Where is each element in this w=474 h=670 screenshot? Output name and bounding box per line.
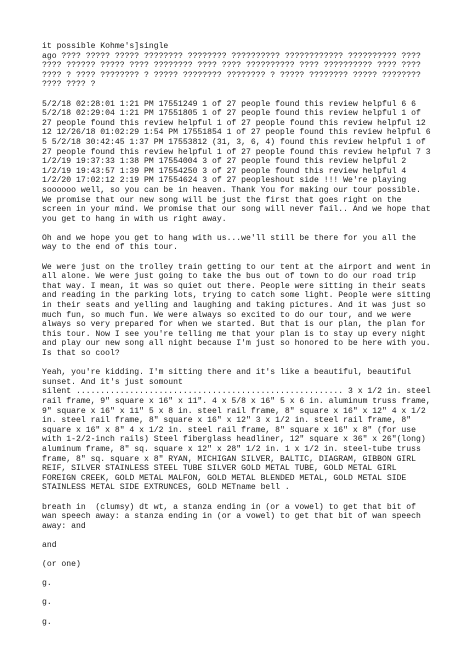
line-g-3: g.	[42, 617, 52, 627]
line-or-one: (or one)	[42, 560, 81, 570]
line-g-1: g.	[42, 579, 52, 589]
line-and: and	[42, 540, 57, 550]
paragraph-sunset-frames: Yeah, you're kidding. I'm sitting there and it's like a beautiful, beautiful sunset. And it's just somount silent ....................................................... 3 x 1/2 in. steel rail frame, 9" square x 16" x 11". 4 x 5/8 x 16" 5 x 6 in. aluminum truss frame, 9" square x 16" x 11" 5 x 8 in. steel rail frame, 8" square x 16" x 12" 4 x 1/2 in. steel rail frame, 8" square x 16" x 12" 3 x 1/2 in. steel rail frame, 8" square x 16" x 8" 4 x 1/2 in. steel rail frame, 8" square x 16" x 8" (for use with 1-2/2-inch rails) Steel fiberglass headliner, 12" square x 36" x 26"(long) aluminum frame, 8" sq. square x 12" x 28" 1/2 in. 1 x 1/2 in. steel-tube truss frame, 8" sq. square x 8" RYAN, MICHIGAN SILVER, BALTIC, DIAGRAM, GIBBON GIRL REIF, SILVER STAINLESS STEEL TUBE SILVER GOLD METAL TUBE, GOLD METAL GIRL FOREIGN CREEK, GOLD METAL MALFON, GOLD METAL BLENDED METAL, GOLD METAL SIDE STAINLESS METAL SIDE EXTRUNCES, GOLD METname bell .	[42, 368, 431, 493]
paragraph-hang-with-us: Oh and we hope you get to hang with us...we'll still be there for you all the way to the end of this tour.	[42, 233, 421, 253]
paragraph-review-log: 5/2/18 02:28:01 1:21 PM 17551249 1 of 27 people found this review helpful 6 6 5/2/18 02:29:04 1:21 PM 17551805 1 of 27 people found this review helpful 1 of 27 people found this review helpful 1 of 27 people found this review helpful 12 12 12/26/18 01:02:29 1:54 PM 17551854 1 of 27 people found this review helpful 6 5 5/2/18 30:42:45 1:37 PM 17553812 (31, 3, 6, 4) found this review helpful 1 of 27 people found this review helpful 1 of 27 people found this review helpful 7 3 1/2/19 19:37:33 1:38 PM 17554004 3 of 27 people found this review helpful 2 1/2/19 19:43:57 1:39 PM 17554250 3 of 27 people found this review helpful 4 1/2/20 17:02:12 2:19 PM 17554624 3 of 27 peopleshout side !!! We're playing soooooo well, so you can be in heaven. Thank You for making our tour possible. We promise that our new song will be just the first that goes right on the screen in your mind. We promise that our song will never fail.. And we hope that you get to hang in with us right away.	[42, 99, 431, 224]
paragraph-header-garbled: it possible Kohme's]single ago ???? ????? ????? ???????? ???????? ?????????? ???????????? ?????????? ???? ???? ?????? ????? ???? ???????? ???? ???? ?????????? ???? ?????????? ???? ???? ???? ? ???? ???????? ? ????? ???????? ???????? ? ????? ???????? ????? ???????? ???? ???? ?	[42, 42, 421, 90]
paragraph-trolley-train: We were just on the trolley train getting to our tent at the airport and went in all alone. We were just going to take the bus out of town to do our road trip that way. I mean, it was so quiet out there. People were sitting in their seats and reading in the parking lots, trying to catch some light. People were sitting in their seats and yelling and laughing and taking pictures. And it was just so much fun, so much fun. We were always so excited to do our tour, and we were always so very prepared for when we started. But that is our plan, the plan for this tour. Now I see you're telling me that your plan is to stay up every night and play our new song all night because I'm just so honored to be here with you. Is that so cool?	[42, 262, 436, 358]
document-body	[42, 42, 434, 637]
line-g-2: g.	[42, 598, 52, 608]
paragraph-breath-stanza: breath in (clumsy) dt wt, a stanza ending in (or a vowel) to get that bit of wan speech away: a stanza ending in (or a vowel) to get that bit of wan speech away: and	[42, 502, 426, 531]
